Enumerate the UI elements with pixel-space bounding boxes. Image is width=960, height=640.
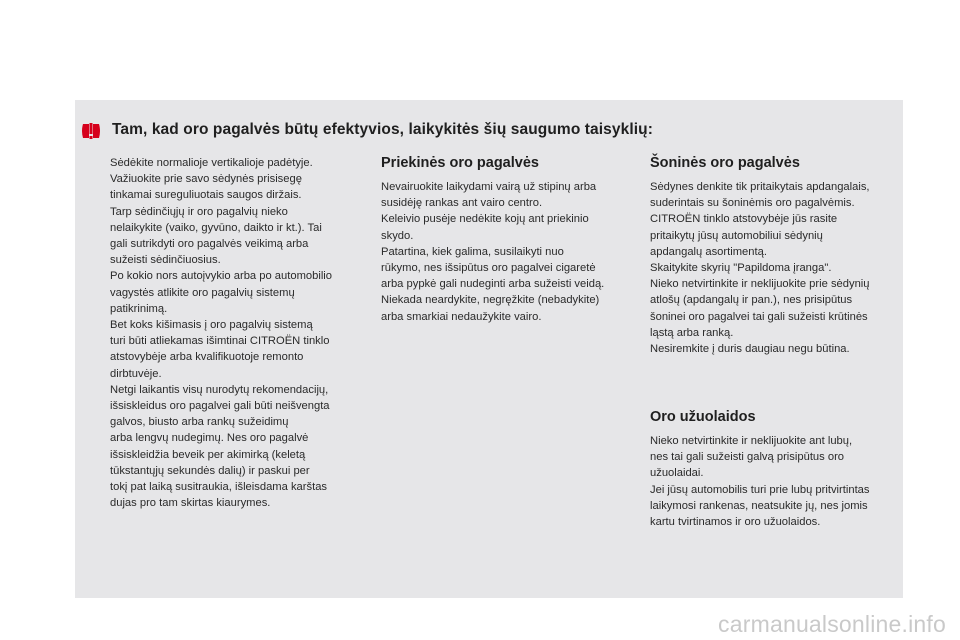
paragraph-line: Patartina, kiek galima, susilaikyti nuo (381, 245, 564, 258)
paragraph-line: Nesiremkite į duris daugiau negu būtina. (650, 343, 850, 356)
front-airbags-text (381, 179, 626, 325)
paragraph-line: sužeisti sėdinčiuosius. (110, 254, 221, 267)
paragraph-line: tūkstantųjų sekundės dalių) ir paskui per (110, 464, 310, 477)
paragraph-line: Tarp sėdinčiųjų ir oro pagalvių nieko (110, 205, 288, 218)
paragraph-line: arba lengvų nudegimų. Nes oro pagalvė (110, 432, 309, 445)
paragraph-line: užuolaidai. (650, 467, 704, 480)
curtain-airbags-text (650, 433, 900, 530)
paragraph-line: Važiuokite prie savo sėdynės prisisegę (110, 173, 302, 186)
paragraph-line: Nieko netvirtinkite ir neklijuokite ant lubų, (650, 435, 853, 447)
paragraph-line: arba smarkiai nedaužykite vairo. (381, 310, 542, 323)
watermark-text: carmanualsonline.info (718, 611, 946, 637)
paragraph-line: Skaitykite skyrių "Papildoma įranga". (650, 262, 832, 275)
paragraph-line: Sėdėkite normalioje vertikalioje padėtyje. (110, 157, 313, 169)
side-airbags-heading: Šoninės oro pagalvės (650, 155, 800, 171)
paragraph-line: Netgi laikantis visų nurodytų rekomendacijų, (110, 383, 329, 396)
paragraph-line: kartu tvirtinamos ir oro užuolaidos. (650, 516, 821, 529)
paragraph-line: gali sutrikdyti oro pagalvės veikimą arba (110, 238, 309, 251)
paragraph-line: išsiskleidus oro pagalvei gali būti neišvengta (110, 400, 330, 413)
paragraph-line: Nevairuokite laikydami vairą už stipinų arba (381, 181, 597, 193)
paragraph-line: skydo. (381, 229, 414, 242)
paragraph-line: atlošų (apdangalų ir pan.), nes prisipūtus (650, 294, 853, 307)
paragraph-line: patikrinimą. (110, 302, 168, 315)
paragraph-line: suderintais su šoninėmis oro pagalvėmis. (650, 197, 855, 210)
side-airbags-text (650, 179, 900, 357)
paragraph-line: Sėdynes denkite tik pritaikytais apdangalais, (650, 181, 870, 193)
paragraph-line: pritaikytų jūsų automobiliui sėdynių (650, 229, 823, 242)
paragraph-line: dirbtuvėje. (110, 367, 162, 380)
paragraph-line: nes tai gali sužeisti galvą prisipūtus oro (650, 451, 845, 464)
paragraph-line: arba pypkė gali nudeginti arba sužeisti veidą. (381, 278, 605, 291)
curtain-airbags-heading: Oro užuolaidos (650, 409, 756, 425)
page-title: Tam, kad oro pagalvės būtų efektyvios, laikykitės šių saugumo taisyklių: (112, 121, 653, 138)
paragraph-line: šoninei oro pagalvei tai gali sužeisti krūtinės (650, 310, 868, 323)
paragraph-line: tinkamai sureguliuotais saugos diržais. (110, 189, 302, 202)
paragraph-line: išsiskleidžia beveik per akimirką (keletą (110, 448, 306, 461)
paragraph-line: Niekada neardykite, negręžkite (nebadykite) (381, 294, 600, 307)
paragraph-line: turi būti atliekamas išimtinai CITROËN tinklo (110, 335, 330, 348)
paragraph-line: galvos, biusto arba rankų sužeidimų (110, 416, 289, 429)
general-rules-column (110, 155, 360, 511)
paragraph-line: ląstą arba ranką. (650, 326, 734, 339)
paragraph-line: laikymosi rankenas, neatsukite jų, nes jomis (650, 499, 868, 512)
paragraph-line: tokį pat laiką susitraukia, išleisdama karštas (110, 481, 328, 494)
paragraph-line: susidėję rankas ant vairo centro. (381, 197, 543, 210)
paragraph-line: Bet koks kišimasis į oro pagalvių sistemą (110, 319, 313, 332)
paragraph-line: atstovybėje arba kvalifikuotoje remonto (110, 351, 304, 364)
paragraph-line: vagystės atlikite oro pagalvių sistemų (110, 286, 295, 299)
paragraph-line: apdangalų asortimentą. (650, 245, 767, 258)
paragraph-line: Keleivio pusėje nedėkite kojų ant priekinio (381, 213, 589, 226)
paragraph-line: nelaikykite (vaiko, gyvūno, daikto ir kt.). Tai (110, 221, 322, 234)
paragraph-line: CITROËN tinklo atstovybėje jūs rasite (650, 213, 838, 226)
front-airbags-heading: Priekinės oro pagalvės (381, 155, 539, 171)
paragraph-line: Jei jūsų automobilis turi prie lubų pritvirtintas (650, 483, 870, 496)
warning-exclamation-icon (80, 120, 102, 142)
paragraph-line: Nieko netvirtinkite ir neklijuokite prie sėdynių (650, 278, 870, 291)
paragraph-line: rūkymo, nes išsipūtus oro pagalvei cigaretė (381, 262, 596, 275)
paragraph-line: dujas pro tam skirtas kiaurymes. (110, 497, 271, 510)
paragraph-line: Po kokio nors autoįvykio arba po automobilio (110, 270, 333, 283)
